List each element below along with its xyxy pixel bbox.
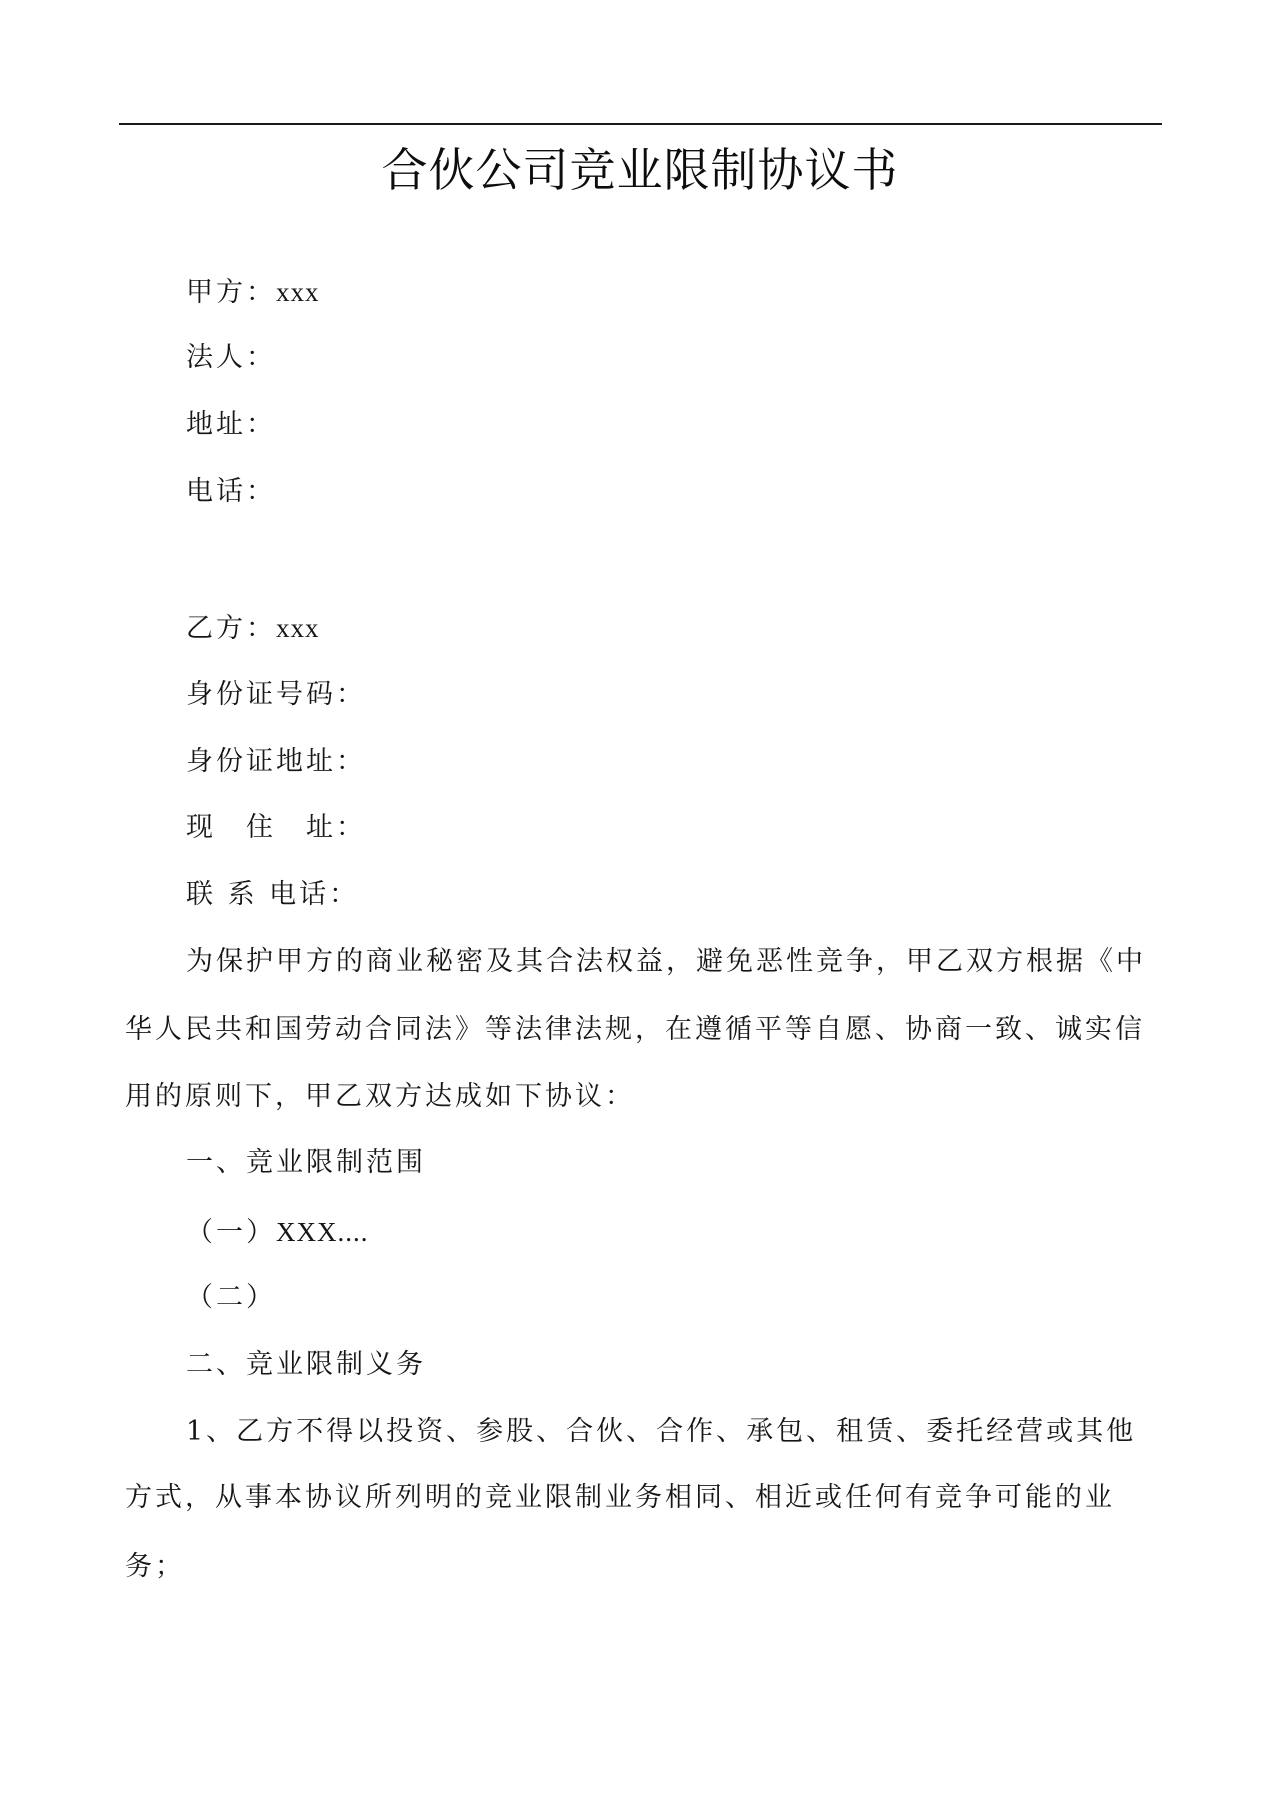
party-b-id-address-label: 身份证地址：	[186, 746, 366, 777]
party-a-phone-label: 电话：	[186, 476, 276, 507]
section-1-item-2	[186, 1280, 276, 1316]
preamble-line-3: 用的原则下，甲乙双方达成如下协议：	[125, 1081, 635, 1112]
party-a-address-label: 地址：	[186, 409, 276, 440]
header-rule	[119, 123, 1162, 125]
preamble-line-2: 华人民共和国劳动合同法》等法律法规，在遵循平等自愿、协商一致、诚实信	[125, 1014, 1145, 1045]
party-b-name-value: xxx	[276, 613, 320, 643]
section-2-clause-1-line-1: 1、乙方不得以投资、参股、合伙、合作、承包、租赁、委托经营或其他	[186, 1416, 1137, 1447]
party-a-legal-rep-label: 法人：	[186, 342, 276, 373]
section-1-item-1-label: （一）	[186, 1217, 276, 1248]
section-2-heading: 二、竞业限制义务	[186, 1349, 426, 1380]
party-a-name-line	[186, 274, 320, 311]
party-a-name-label: 甲方：	[186, 277, 276, 308]
party-b-contact-phone-label: 联 系 电话：	[186, 879, 360, 910]
section-1-item-1	[186, 1214, 369, 1251]
preamble-line-1: 为保护甲方的商业秘密及其合法权益，避免恶性竞争，甲乙双方根据《中	[186, 946, 1146, 977]
document-title: 合伙公司竞业限制协议书	[381, 143, 899, 197]
party-b-name-line	[186, 610, 320, 647]
section-1-item-1-text: XXX....	[276, 1217, 369, 1247]
section-2-clause-1-line-3: 务；	[125, 1551, 185, 1582]
party-a-name-value: xxx	[276, 277, 320, 307]
section-1-item-2-label: （二）	[186, 1282, 276, 1313]
party-b-current-address-label: 现 住 址：	[186, 812, 366, 843]
section-1-heading: 一、竞业限制范围	[186, 1147, 426, 1178]
section-2-clause-1-line-2: 方式，从事本协议所列明的竞业限制业务相同、相近或任何有竞争可能的业	[125, 1482, 1115, 1513]
party-b-name-label: 乙方：	[186, 613, 276, 644]
party-b-id-number-label: 身份证号码：	[186, 679, 366, 710]
